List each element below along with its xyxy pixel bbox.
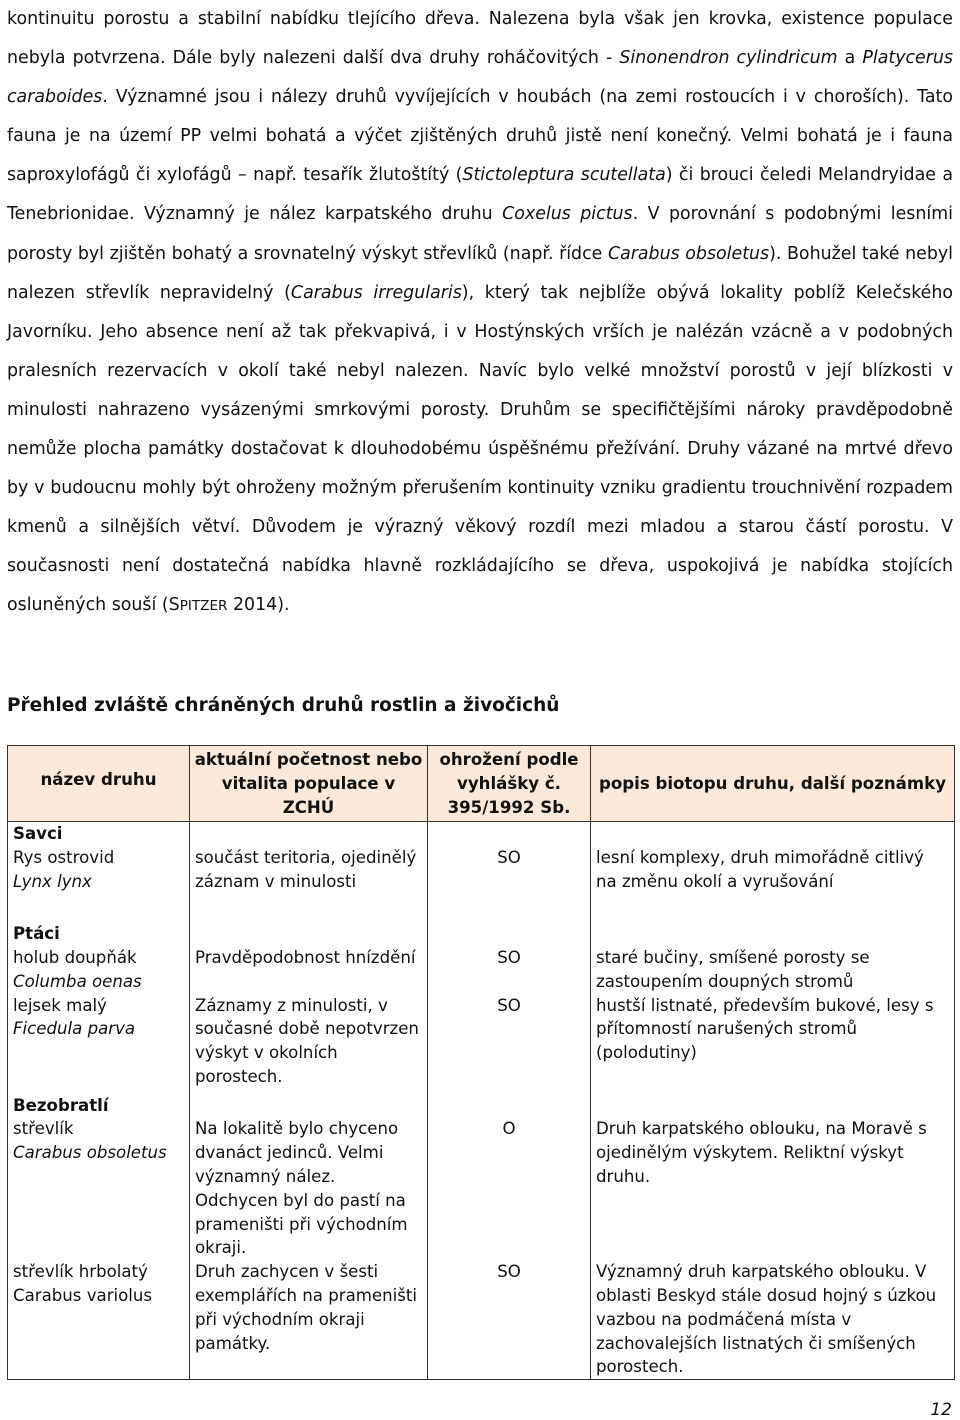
- latin-name: Carabus variolus: [13, 1285, 153, 1305]
- body-paragraph: [7, 0, 953, 627]
- latin-name: Ficedula parva: [13, 1019, 136, 1039]
- category-row: [8, 922, 955, 946]
- biotope-cell: lesní komplexy, druh mimořádně citlivý na změnu okolí a vyrušování: [591, 846, 955, 922]
- biotope-cell: Významný druh karpatského oblouku. V oblasti Beskyd stále dosud hojný s úzkou vazbou na podmáčená místa v zachovalejších listnatých či smíšených porostech.: [591, 1260, 955, 1379]
- species-name: Sinonendron cylindricum: [619, 48, 838, 69]
- threat-cell: SO: [428, 994, 591, 1094]
- paragraph-text: . Významné jsou i nálezy druhů vyvíjejících v houbách (na zemi rostoucích i v choroších). Tato fauna je na území PP velmi bohatá a výčet zjištěných druhů jistě není konečný. Velmi bohatá je i fauna saproxylofágů či xylofágů – např. tesařík žlutoštítý (: [7, 87, 953, 186]
- category-row: [8, 822, 955, 846]
- paragraph-text: kontinuitu porostu a stabilní nabídku tlejícího dřeva. Nalezena byla však jen krovka, existence populace nebyla potvrzena. Dále byly nalezeni další dva druhy roháčovitých -: [7, 9, 953, 69]
- protected-species-table: [7, 745, 955, 1380]
- common-name: střevlík: [13, 1119, 74, 1139]
- species-cell: [8, 846, 190, 922]
- header-biotope: popis biotopu druhu, další poznámky: [591, 746, 955, 822]
- section-heading: Přehled zvláště chráněných druhů rostlin a živočichů: [7, 695, 560, 716]
- biotope-cell: staré bučiny, smíšené porosty se zastoupením doupných stromů: [591, 946, 955, 994]
- latin-name: Columba oenas: [13, 971, 142, 991]
- species-cell: [8, 1260, 190, 1379]
- common-name: holub doupňák: [13, 947, 137, 967]
- threat-cell: SO: [428, 1260, 591, 1379]
- paragraph-text: ). Bohužel také nebyl nalezen střevlík nepravidelný (: [7, 243, 953, 303]
- threat-cell: SO: [428, 846, 591, 922]
- table-row: [8, 946, 955, 994]
- population-cell: Záznamy z minulosti, v současné době nepotvrzen výskyt v okolních porostech.: [190, 994, 428, 1094]
- common-name: Rys ostrovid: [13, 848, 115, 868]
- threat-cell: SO: [428, 946, 591, 994]
- category-row: [8, 1094, 955, 1118]
- category-label: Ptáci: [8, 922, 190, 946]
- biotope-cell: Druh karpatského oblouku, na Moravě s ojedinělým výskytem. Reliktní výskyt druhu.: [591, 1117, 955, 1260]
- population-cell: Pravděpodobnost hnízdění: [190, 946, 428, 994]
- page-number: 12: [930, 1400, 952, 1420]
- table-row: [8, 846, 955, 922]
- citation-author-initial: S: [168, 595, 180, 616]
- species-cell: [8, 946, 190, 994]
- category-label: Savci: [8, 822, 190, 846]
- species-name: Coxelus pictus: [502, 204, 633, 225]
- header-threat-level: ohrožení podle vyhlášky č. 395/1992 Sb.: [428, 746, 591, 822]
- citation-author-smallcaps: PITZER: [179, 598, 228, 615]
- table-header-row: [8, 746, 955, 822]
- species-name: Stictoleptura scutellata: [462, 165, 666, 186]
- threat-cell: O: [428, 1117, 591, 1260]
- species-name: Carabus irregularis: [290, 282, 462, 303]
- population-cell: Na lokalitě bylo chyceno dvanáct jedinců. Velmi významný nález. Odchycen byl do pastí na prameništi při východním okraji.: [190, 1117, 428, 1260]
- table-row: [8, 1260, 955, 1379]
- common-name: lejsek malý: [13, 995, 107, 1015]
- population-cell: Druh zachycen v šesti exemplářích na prameništi při východním okraji památky.: [190, 1260, 428, 1379]
- header-population: aktuální početnost nebo vitalita populace v ZCHÚ: [190, 746, 428, 822]
- species-name: Platycerus caraboides: [7, 48, 953, 108]
- header-species-name: název druhu: [8, 746, 190, 822]
- species-cell: [8, 1117, 190, 1260]
- paragraph-text: ), který tak nejblíže obývá lokality poblíž Kelečského Javorníku. Jeho absence není až tak překvapivá, i v Hostýnských vrších je nalézán vzácně a v podobných pralesních rezervacích v okolí také nebyl nalezen. Navíc bylo velké množství porostů v její blízkosti v minulosti nahrazeno vysázenými smrkovými porosty. Druhům se specifičtějšími nároky pravděpodobně nemůže plocha památky dostačovat k dlouhodobému úspěšnému přežívání. Druhy vázané na mrtvé dřevo by v budoucnu mohly být ohroženy možným přerušením kontinuity vzniku gradientu trouchnivění rozpadem kmenů a silnějších větví. Důvodem je výrazný věkový rozdíl mezi mladou a starou částí porostu. V současnosti není dostatečná nabídka hlavně rozkládajícího se dřeva, uspokojivá je nabídka stojících osluněných souší (: [7, 282, 954, 616]
- latin-name: Lynx lynx: [13, 871, 92, 891]
- citation-year: 2014).: [227, 595, 290, 616]
- common-name: střevlík hrbolatý: [13, 1262, 148, 1282]
- species-name: Carabus obsoletus: [607, 243, 770, 264]
- paragraph-text: ) či brouci čeledi Melandryidae a Tenebrionidae. Významný je nález karpatského druhu: [7, 165, 954, 225]
- latin-name: Carabus obsoletus: [13, 1143, 167, 1163]
- biotope-cell: hustší listnaté, především bukové, lesy s přítomností narušených stromů (polodutiny): [591, 994, 955, 1094]
- table-row: [8, 1117, 955, 1260]
- category-label: Bezobratlí: [8, 1094, 190, 1118]
- paragraph-text: a: [837, 48, 863, 69]
- species-cell: [8, 994, 190, 1094]
- paragraph-text: . V porovnání s podobnými lesními porosty byl zjištěn bohatý a srovnatelný výskyt střevlíků (např. řídce: [7, 204, 953, 264]
- table-row: [8, 994, 955, 1094]
- population-cell: součást teritoria, ojedinělý záznam v minulosti: [190, 846, 428, 922]
